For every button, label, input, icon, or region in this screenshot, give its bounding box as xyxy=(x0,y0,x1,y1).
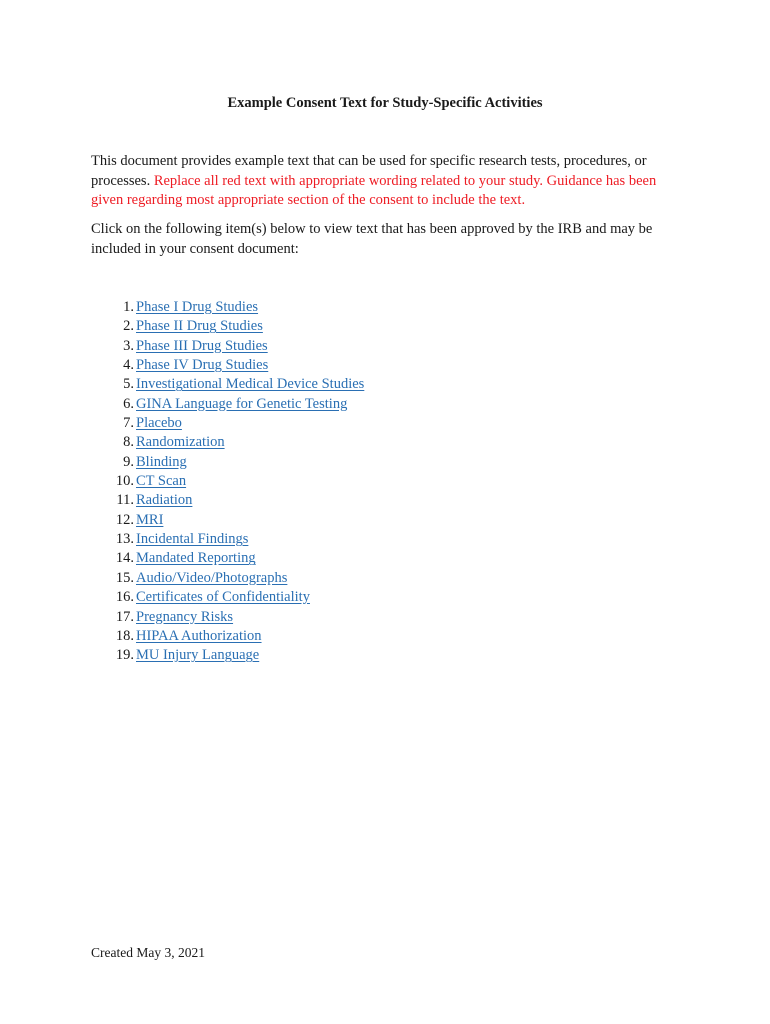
list-number: 5. xyxy=(123,376,134,393)
link-ct-scan[interactable]: CT Scan xyxy=(136,473,187,490)
list-item xyxy=(91,337,591,356)
list-number: 9. xyxy=(123,453,134,470)
list-item xyxy=(91,395,591,414)
intro-red-instruction: Replace all red text with appropriate wording related to your study. Guidance has been given regarding most appropriate section of the consent to include the text. xyxy=(91,172,657,208)
list-number: 11. xyxy=(116,492,134,509)
page-title: Example Consent Text for Study-Specific Activities xyxy=(227,95,543,111)
link-hipaa-authorization[interactable]: HIPAA Authorization xyxy=(136,627,262,644)
link-blinding[interactable]: Blinding xyxy=(136,453,187,470)
list-number: 16. xyxy=(115,589,134,606)
list-item xyxy=(91,569,591,588)
list-number: 7. xyxy=(123,415,134,432)
list-item xyxy=(91,375,591,394)
link-pregnancy-risks[interactable]: Pregnancy Risks xyxy=(136,608,234,625)
intro-paragraph xyxy=(91,152,691,211)
link-phase-1-drug-studies[interactable]: Phase I Drug Studies xyxy=(136,299,259,315)
link-phase-3-drug-studies[interactable]: Phase III Drug Studies xyxy=(136,337,268,354)
list-item xyxy=(91,530,591,549)
list-item xyxy=(91,588,591,607)
list-item xyxy=(91,414,591,433)
link-mri[interactable]: MRI xyxy=(136,511,164,528)
topic-link-list xyxy=(91,298,591,666)
list-item xyxy=(91,317,591,336)
intro-text: This document provides example text that can be used for specific research tests, procedures, or processes. xyxy=(91,153,647,189)
link-randomization[interactable]: Randomization xyxy=(136,434,225,451)
list-number: 1. xyxy=(123,299,134,315)
link-gina-language[interactable]: GINA Language for Genetic Testing xyxy=(136,395,348,412)
list-number: 15. xyxy=(115,569,134,586)
list-number: 6. xyxy=(123,395,134,412)
link-mandated-reporting[interactable]: Mandated Reporting xyxy=(136,550,256,567)
list-number: 13. xyxy=(115,531,134,548)
link-certificates-of-confidentiality[interactable]: Certificates of Confidentiality xyxy=(136,589,310,606)
list-number: 18. xyxy=(115,627,134,644)
list-item xyxy=(91,472,591,491)
link-placebo[interactable]: Placebo xyxy=(136,415,182,432)
list-number: 17. xyxy=(115,608,134,625)
list-item xyxy=(91,646,591,665)
created-date: Created May 3, 2021 xyxy=(91,945,205,960)
list-item xyxy=(91,627,591,646)
list-item xyxy=(91,453,591,472)
list-number: 2. xyxy=(123,318,134,335)
link-audio-video-photographs[interactable]: Audio/Video/Photographs xyxy=(136,569,288,586)
list-number: 10. xyxy=(115,473,134,490)
list-number: 19. xyxy=(115,647,134,664)
link-phase-2-drug-studies[interactable]: Phase II Drug Studies xyxy=(136,318,263,335)
list-item xyxy=(91,433,591,452)
list-item xyxy=(91,298,591,317)
list-item xyxy=(91,491,591,510)
list-item xyxy=(91,549,591,568)
list-number: 14. xyxy=(115,550,134,567)
list-number: 12. xyxy=(115,511,134,528)
list-number: 8. xyxy=(123,434,134,451)
link-investigational-medical-device-studies[interactable]: Investigational Medical Device Studies xyxy=(136,376,365,393)
list-item xyxy=(91,356,591,375)
link-phase-4-drug-studies[interactable]: Phase IV Drug Studies xyxy=(136,357,269,374)
list-item xyxy=(91,608,591,627)
list-item xyxy=(91,511,591,530)
link-mu-injury-language[interactable]: MU Injury Language xyxy=(136,647,260,664)
instruction-paragraph: Click on the following item(s) below to view text that has been approved by the IRB and may be included in your consent document: xyxy=(91,221,653,257)
list-number: 4. xyxy=(123,357,134,374)
link-radiation[interactable]: Radiation xyxy=(136,492,193,509)
list-number: 3. xyxy=(123,337,134,354)
link-incidental-findings[interactable]: Incidental Findings xyxy=(136,531,249,548)
